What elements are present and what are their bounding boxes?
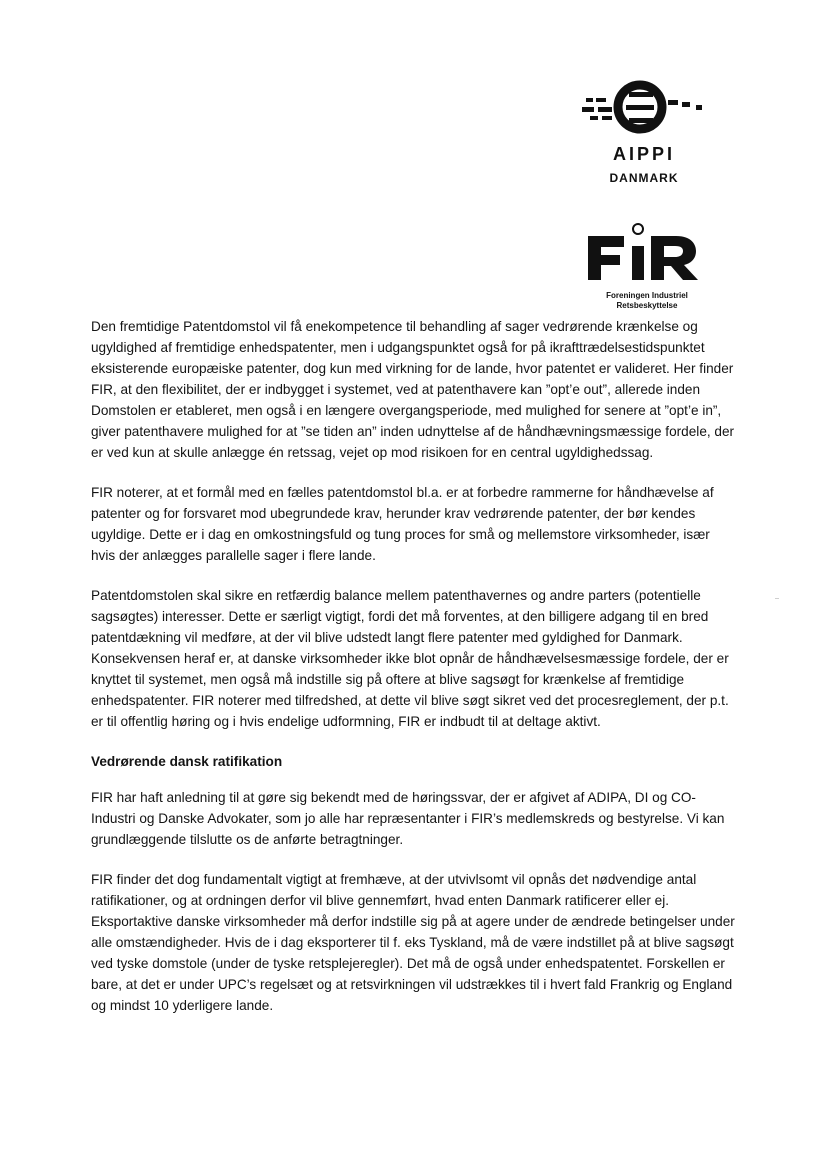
paragraph-hearing-responses: FIR har haft anledning til at gøre sig bekendt med de høringssvar, der er afgivet af ADIPA, DI og CO-Industri og Danske Advokater, som jo alle har repræsentanter i FIR’s medlemskreds og bestyrelse. Vi kan grundlæggende tilslutte os de anførte betragtninger. xyxy=(91,790,725,847)
aippi-globe-icon xyxy=(578,78,710,138)
scan-artifact xyxy=(775,598,779,599)
paragraph-fair-balance: Patentdomstolen skal sikre en retfærdig balance mellem patenthavernes og andre parters (potentielle sagsøgtes) interesser. Dette er særligt vigtigt, fordi det må forventes, at den billigere adgang til en bred patentdækning vil medføre, at der vil blive udstedt langt flere patenter med gyldighed for Danmark. Konsekvensen heraf er, at danske virksomheder ikke blot opnår de håndhævelsesmæssige fordele, der er knyttet til systemet, men også må indstille sig på oftere at blive sagsøgt for krænkelse af fremtidige enhedspatenter. FIR noterer med tilfredshed, at dette vil blive søgt sikret ved det procesreglement, der p.t. er til offentlig høring og i hvis endelige udformning, FIR er indbudt til at deltage aktivt. xyxy=(91,588,729,729)
letter-body xyxy=(91,316,737,1035)
paragraph-fundamental-point: FIR finder det dog fundamentalt vigtigt at fremhæve, at der utvivlsomt vil opnås det nødvendige antal ratifikationer, og at ordningen derfor vil blive gennemført, hvad enten Danmark ratificerer eller ej. Eksportaktive danske virksomheder må derfor indstille sig på at agere under de ændrede betingelser under alle omstændigheder. Hvis de i dag eksporterer til f. eks Tyskland, må de være indstillet på at blive sagsøgt ved tyske domstole (under de tyske retsplejeregler). Det må de også under enhedspatentet. Forskellen er bare, at det er under UPC’s regelsæt og at retsvirkningen vil udstrækkes til i hvert fald Frankrig og England og mindst 10 yderligere lande. xyxy=(91,872,735,1013)
aippi-country: DANMARK xyxy=(609,171,679,185)
paragraph-common-court-purpose: FIR noterer, at et formål med en fælles patentdomstol bl.a. er at forbedre rammerne for håndhævelse af patenter og for forsvaret mod ubegrundede krav, herunder krav vedrørende patenter, der bør kendes ugyldige. Dette er i dag en omkostningsfuld og tung proces for små og mellemstore virksomheder, især hvis der anlægges parallelle sager i flere lande. xyxy=(91,485,714,563)
aippi-name: AIPPI xyxy=(612,144,675,164)
fir-logo-icon xyxy=(582,222,712,286)
fir-name-line1: Foreningen Industriel xyxy=(606,291,688,300)
paragraph-patent-court-competence: Den fremtidige Patentdomstol vil få enekompetence til behandling af sager vedrørende krænkelse og ugyldighed af fremtidige enhedspatenter, men i udgangspunktet også for på ikrafttrædelsestidspunktet eksisterende europæiske patenter, dog kun med virkning for de lande, hvor patentet er valideret. Her finder FIR, at den flexibilitet, der er indbygget i systemet, ved at patenthavere kan ”opt’e out”, allerede inden Domstolen er etableret, men også i en længere overgangsperiode, med mulighed for senere at ”opt’e in”, giver patenthavere mulighed for at ”se tiden an” inden udnyttelse af de håndhævningsmæssige fordele, der er ved kun at skulle anlægge én retssag, vejet op mod risikoen for en central ugyldighedssag. xyxy=(91,319,735,460)
fir-name-line2: Retsbeskyttelse xyxy=(616,301,678,310)
section-heading-ratification: Vedrørende dansk ratifikation xyxy=(91,754,283,769)
